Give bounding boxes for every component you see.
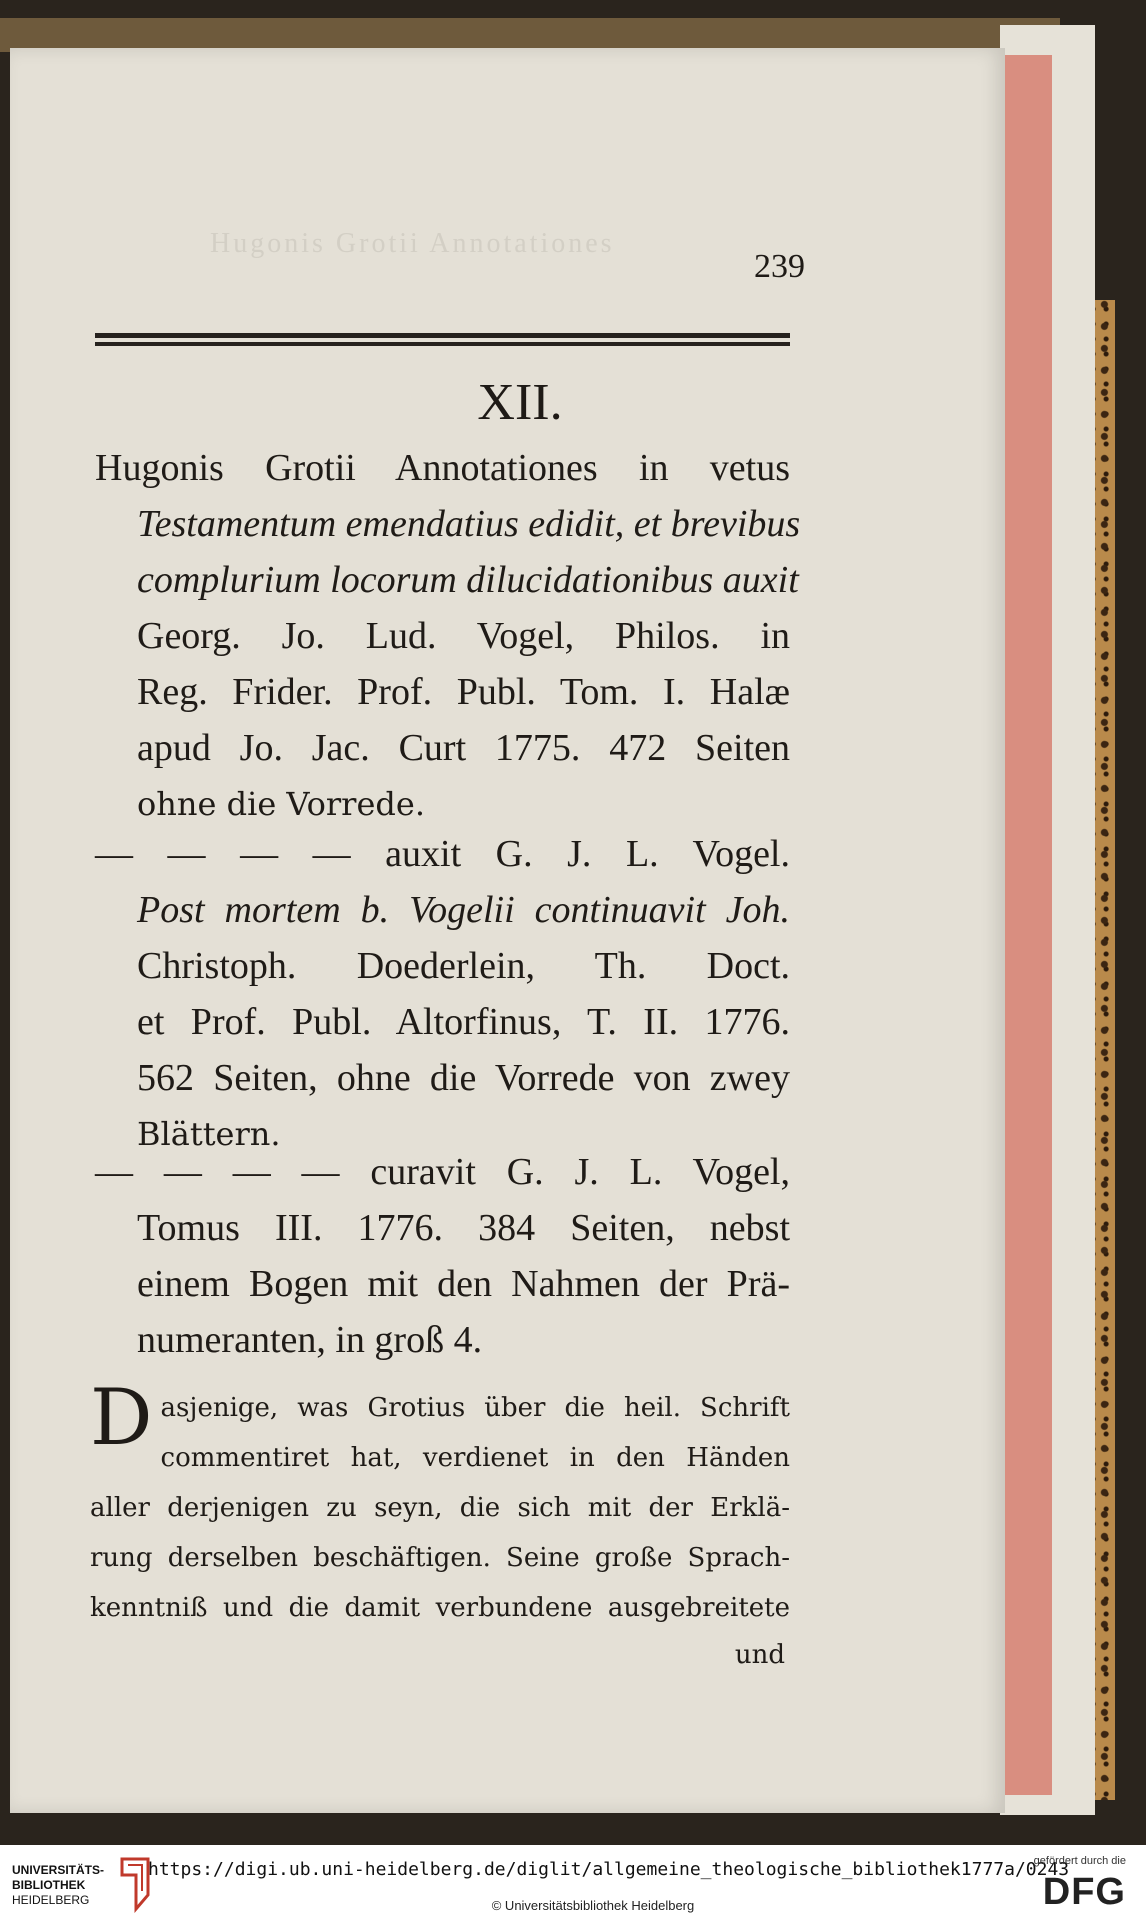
entry-line: Testamentum emendatius edidit, et brevibus xyxy=(137,503,801,545)
entry-line: Reg. Frider. Prof. Publ. Tom. I. Halæ xyxy=(137,671,790,713)
body-line: commentiret hat, verdienet in den Händen xyxy=(160,1443,790,1473)
entry-line: Georg. Jo. Lud. Vogel, Philos. in xyxy=(137,615,790,657)
body-line: aller derjenigen zu seyn, die sich mit der Erklä- xyxy=(90,1493,790,1523)
dfg-logo: DFG xyxy=(1042,1871,1126,1913)
bibliographic-entry xyxy=(95,440,801,832)
entry-line: Christoph. Doederlein, Th. Doct. xyxy=(137,945,790,987)
entry-line: einem Bogen mit den Nahmen der Prä- xyxy=(137,1263,790,1305)
body-line: rung derselben beschäftigen. Seine große Sprach- xyxy=(90,1543,790,1573)
body-line: kenntniß und die damit verbundene ausgebreitete xyxy=(90,1593,790,1623)
book-top-edge xyxy=(0,18,1060,52)
logo-line: BIBLIOTHEK xyxy=(12,1878,86,1892)
entry-line: Post mortem b. Vogelii continuavit Joh. xyxy=(137,889,790,931)
funder-note: gefördert durch die xyxy=(1033,1855,1126,1867)
bibliographic-entry xyxy=(95,1144,790,1368)
copyright-notice: © Universitätsbibliothek Heidelberg xyxy=(491,1898,695,1913)
header-rule xyxy=(95,333,790,338)
section-number: XII. xyxy=(477,374,563,431)
entry-line: — — — — auxit G. J. L. Vogel. xyxy=(95,833,790,875)
entry-line: 562 Seiten, ohne die Vorrede von zwey xyxy=(137,1057,790,1099)
viewer-footer xyxy=(0,1845,1146,1927)
body-line: asjenige, was Grotius über die heil. Schrift xyxy=(160,1393,790,1423)
page-number: 239 xyxy=(754,248,805,285)
entry-line: Blättern. xyxy=(137,1115,281,1153)
logo-line: UNIVERSITÄTS- xyxy=(12,1863,105,1877)
logo-line: HEIDELBERG xyxy=(12,1893,90,1907)
show-through-text: Hugonis Grotii Annotationes xyxy=(210,228,615,259)
drop-cap: D xyxy=(90,1373,153,1463)
permalink-url[interactable]: https://digi.ub.uni-heidelberg.de/diglit/allgemeine_theologische_bibliothek1777a/0243 xyxy=(148,1859,1070,1880)
entry-line: complurium locorum dilucidationibus auxit xyxy=(137,559,799,601)
bibliographic-entry xyxy=(95,826,790,1162)
catchword: und xyxy=(734,1640,785,1670)
body-paragraph xyxy=(90,1373,790,1633)
entry-line: Tomus III. 1776. 384 Seiten, nebst xyxy=(137,1207,790,1249)
entry-line: apud Jo. Jac. Curt 1775. 472 Seiten xyxy=(137,727,790,769)
entry-line: ohne die Vorrede. xyxy=(137,785,425,823)
red-page-edge xyxy=(1003,55,1052,1795)
header-rule xyxy=(95,342,790,346)
entry-line: Hugonis Grotii Annotationes in vetus xyxy=(95,447,790,489)
entry-line: et Prof. Publ. Altorfinus, T. II. 1776. xyxy=(137,1001,790,1043)
entry-line: — — — — curavit G. J. L. Vogel, xyxy=(95,1151,790,1193)
entry-line: numeranten, in groß 4. xyxy=(137,1319,483,1361)
book-page xyxy=(10,48,1005,1813)
